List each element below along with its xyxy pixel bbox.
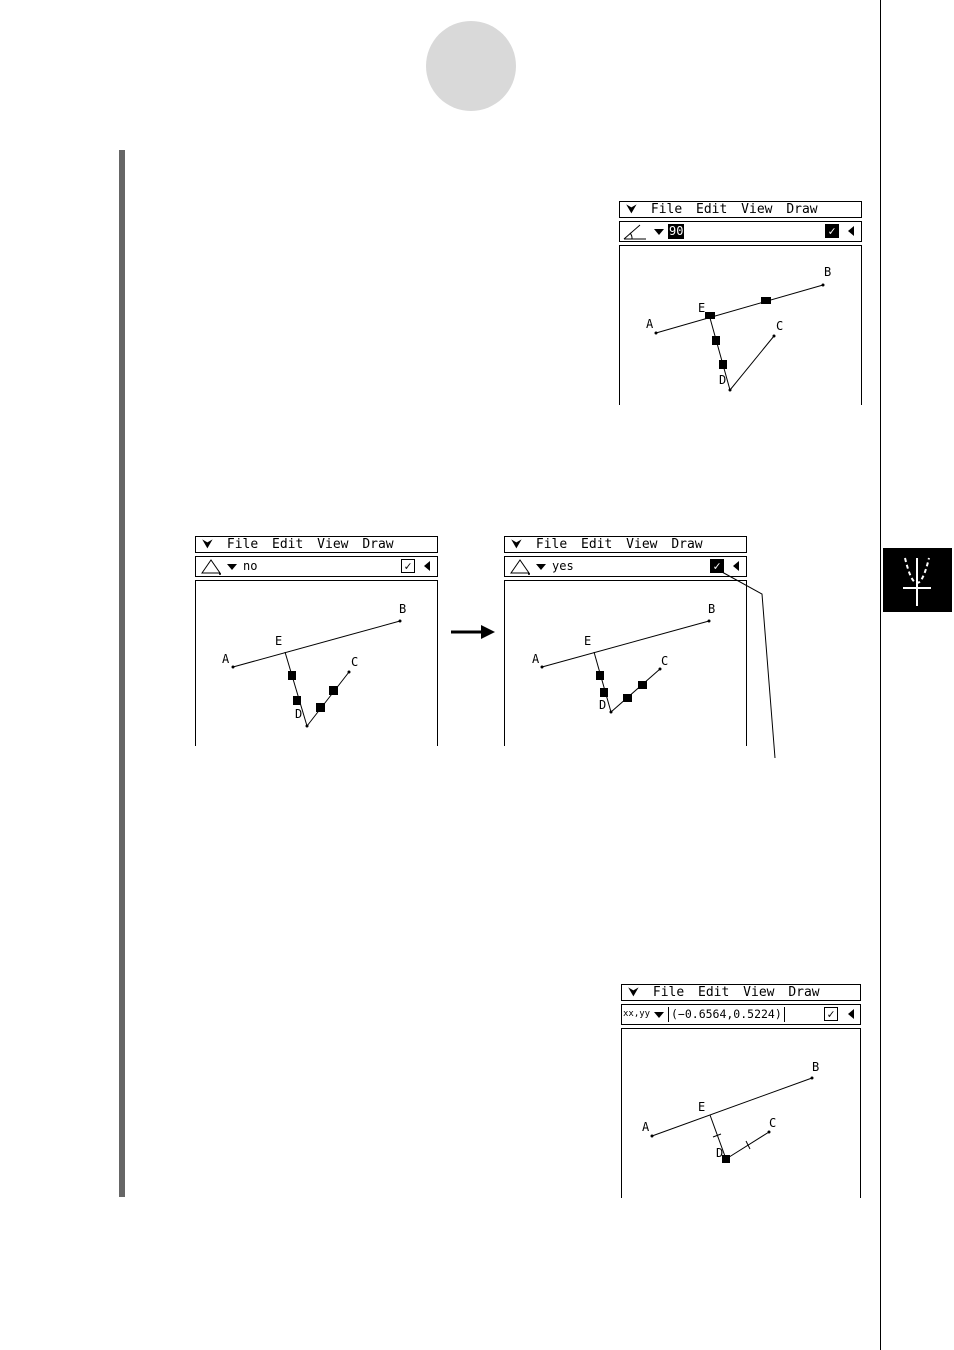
label-a: A	[222, 652, 230, 666]
menu-file[interactable]: File	[652, 985, 685, 1000]
menu-edit[interactable]: Edit	[696, 202, 728, 217]
label-d: D	[295, 707, 303, 721]
dropdown-arrow-icon[interactable]	[536, 564, 546, 570]
geometry-canvas[interactable]	[504, 580, 747, 746]
figure	[505, 581, 748, 747]
screen-middle-right	[504, 536, 747, 746]
label-b: B	[824, 265, 832, 279]
callout-line	[720, 570, 780, 760]
check-icon[interactable]: ✓	[825, 224, 839, 238]
label-e: E	[698, 1100, 706, 1114]
menu-draw[interactable]: Draw	[362, 537, 394, 552]
label-d: D	[719, 373, 727, 387]
scroll-left-icon[interactable]	[848, 1009, 854, 1019]
right-margin-line	[880, 0, 881, 1350]
congruence-icon[interactable]	[200, 558, 224, 576]
menu-draw[interactable]: Draw	[788, 985, 820, 1000]
menu-file[interactable]: File	[535, 537, 568, 552]
menu-chevron-icon[interactable]: ⮟	[511, 537, 523, 552]
geometry-canvas[interactable]	[619, 245, 862, 405]
label-a: A	[646, 317, 654, 331]
toolbar	[621, 1004, 861, 1025]
menu-edit[interactable]: Edit	[581, 537, 613, 552]
menu-view[interactable]: View	[626, 537, 658, 552]
label-a: A	[642, 1120, 650, 1134]
menu-bar	[504, 536, 747, 553]
screen-top	[619, 201, 862, 405]
label-b: B	[399, 602, 407, 616]
scroll-left-icon[interactable]	[848, 226, 854, 236]
screen-bottom	[621, 984, 861, 1198]
label-d: D	[599, 698, 607, 712]
menu-edit[interactable]: Edit	[698, 985, 730, 1000]
label-b: B	[708, 602, 716, 616]
check-icon[interactable]: ✓	[401, 559, 415, 573]
label-b: B	[812, 1060, 820, 1074]
figure	[196, 581, 439, 747]
label-c: C	[351, 655, 359, 669]
measure-field[interactable]: 90	[669, 224, 684, 238]
toolbar	[195, 556, 438, 577]
menu-chevron-icon[interactable]: ⮟	[628, 985, 640, 1000]
menu-view[interactable]: View	[741, 202, 773, 217]
coordinate-field[interactable]: (−0.6564,0.5224)	[668, 1007, 785, 1022]
measure-field[interactable]: yes	[552, 559, 574, 573]
right-arrow-icon	[449, 622, 497, 642]
label-c: C	[661, 654, 669, 668]
left-margin-bar	[119, 150, 125, 1197]
label-e: E	[275, 634, 283, 648]
angle-icon[interactable]	[622, 223, 650, 241]
geometry-canvas[interactable]	[195, 580, 438, 746]
menu-chevron-icon[interactable]: ⮟	[626, 202, 638, 217]
menu-view[interactable]: View	[317, 537, 349, 552]
menu-bar	[621, 984, 861, 1001]
menu-view[interactable]: View	[743, 985, 775, 1000]
label-a: A	[532, 652, 540, 666]
label-c: C	[776, 319, 784, 333]
toolbar	[504, 556, 747, 577]
coord-mode-button[interactable]: xx,yy	[623, 1009, 651, 1019]
check-icon[interactable]: ✓	[824, 1007, 838, 1021]
label-e: E	[698, 301, 706, 315]
toolbar	[619, 221, 862, 242]
screen-middle-left	[195, 536, 438, 746]
menu-chevron-icon[interactable]: ⮟	[202, 537, 214, 552]
chapter-tab	[883, 548, 952, 612]
scroll-left-icon[interactable]	[424, 561, 430, 571]
figure	[622, 1029, 862, 1199]
menu-file[interactable]: File	[226, 537, 259, 552]
menu-file[interactable]: File	[650, 202, 683, 217]
label-e: E	[584, 634, 592, 648]
label-c: C	[769, 1116, 777, 1130]
dropdown-arrow-icon[interactable]	[654, 229, 664, 235]
dropdown-arrow-icon[interactable]	[227, 564, 237, 570]
check-icon[interactable]: ✓	[710, 559, 724, 573]
congruence-icon[interactable]	[509, 558, 533, 576]
geometry-tab-icon	[883, 548, 952, 612]
chapter-circle	[426, 21, 516, 111]
label-d: D	[716, 1146, 724, 1160]
dropdown-arrow-icon[interactable]	[654, 1012, 664, 1018]
menu-bar	[619, 201, 862, 218]
figure	[620, 246, 863, 406]
menu-draw[interactable]: Draw	[786, 202, 818, 217]
menu-draw[interactable]: Draw	[671, 537, 703, 552]
geometry-canvas[interactable]	[621, 1028, 861, 1198]
menu-edit[interactable]: Edit	[272, 537, 304, 552]
measure-field[interactable]: no	[243, 559, 258, 573]
menu-bar	[195, 536, 438, 553]
